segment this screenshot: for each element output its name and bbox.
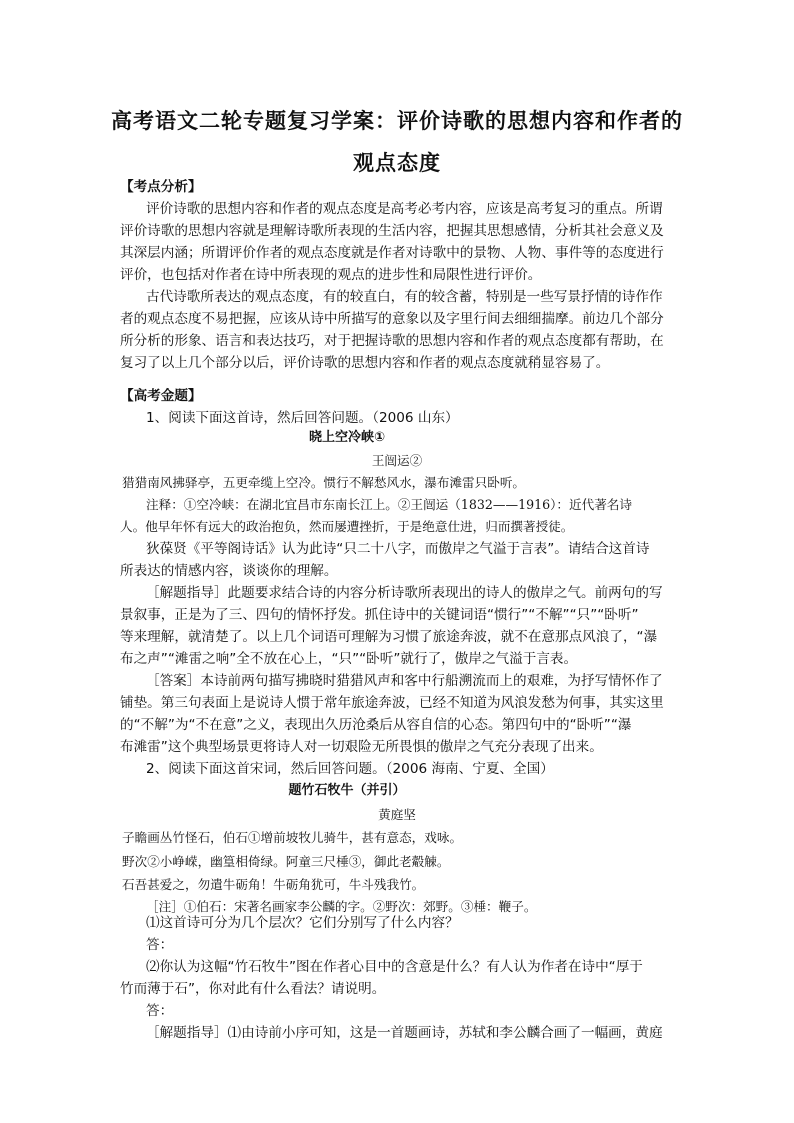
- document-title-line-1: 高考语文二轮专题复习学案：评价诗歌的思想内容和作者的: [111, 108, 683, 133]
- paragraph-line: 复习了以上几个部分以后，评价诗歌的思想内容和作者的观点态度就稍显容易了。: [120, 355, 610, 371]
- poem-note: 人。他早年怀有远大的政治抱负，然而屡遭挫折，于是绝意仕进，归而撰著授徒。: [120, 519, 574, 534]
- document-title-line-2: 观点态度: [353, 150, 441, 175]
- poem-text: 野次②小峥嵘，幽篁相倚绿。阿童三尺棰③，御此老觳觫。: [122, 854, 450, 869]
- paragraph-line: 所表达的情感内容，谈谈你的理解。: [120, 563, 338, 579]
- paragraph-line: 布之声”“滩雷之响”全不放在心上，“只”“卧听”就行了，傲岸之气溢于言表。: [120, 651, 578, 667]
- poem-text: 石吾甚爱之，勿遣牛砺角！牛砺角犹可，牛斗残我竹。: [122, 877, 425, 892]
- answer-label: 答：: [146, 937, 174, 953]
- paragraph-line: 评价诗歌的思想内容就是理解诗歌所表现的生活内容，把握其思想感情，分析其社会意义及: [120, 223, 664, 239]
- paragraph-line: ［答案］本诗前两句描写拂晓时猎猎风声和客中行船溯流而上的艰难，为抒写情怀作了: [146, 673, 663, 689]
- paragraph-line: 布滩雷”这个典型场景更将诗人对一切艰险无所畏惧的傲岸之气充分表现了出来。: [120, 739, 603, 755]
- section-heading-exam: 【高考金题】: [120, 388, 202, 404]
- sub-question: ⑵你认为这幅“竹石牧牛”图在作者心目中的含意是什么？有人认为作者在诗中“厚于: [146, 959, 643, 975]
- paragraph-line: 狄葆贤《平等阁诗话》认为此诗“只二十八字，而傲岸之气溢于言表”。请结合这首诗: [146, 541, 650, 557]
- paragraph-line: 的“不解”为“不在意”之义，表现出久历沧桑后从容自信的心态。第四句中的“卧听”“瀑: [120, 717, 632, 733]
- poem-title: 晓上空冷峡①: [308, 430, 385, 445]
- poem-author: 王闿运②: [371, 453, 423, 468]
- paragraph-line: 铺垫。第三句表面上是说诗人惯于常年旅途奔波，已经不知道为风浪发愁为何事，其实这里: [120, 695, 664, 711]
- paragraph-line: 所分析的形象、语言和表达技巧，对于把握诗歌的思想内容和作者的观点态度都有帮助，在: [120, 333, 664, 349]
- poem-note: 注释：①空冷峡：在湖北宜昌市东南长江上。②王闿运（1832——1916）：近代著名诗: [146, 497, 632, 512]
- sub-question: 竹而薄于石”，你对此有什么看法？请说明。: [120, 981, 386, 997]
- question-heading: 1、阅读下面这首诗，然后回答问题。（2006 山东）: [146, 410, 459, 426]
- poem-title: 题竹石牧牛（并引）: [288, 783, 406, 798]
- paragraph-line: 景叙事，正是为了三、四句的情怀抒发。抓住诗中的关键词语“惯行”“不解”“只”“卧听”: [120, 607, 639, 623]
- paragraph-line: 古代诗歌所表达的观点态度，有的较直白，有的较含蓄，特别是一些写景抒情的诗作作: [146, 289, 663, 305]
- poem-note: ［注］①伯石：宋著名画家李公麟的字。②野次：郊野。③棰：鞭子。: [146, 899, 537, 914]
- paragraph-line: ［解题指导］⑴由诗前小序可知，这是一首题画诗，苏轼和李公麟合画了一幅画，黄庭: [146, 1025, 663, 1041]
- paragraph-line: 者的观点态度不易把握，应该从诗中所描写的意象以及字里行间去细细揣摩。前边几个部分: [120, 311, 664, 327]
- paragraph-line: 评价诗歌的思想内容和作者的观点态度是高考必考内容，应该是高考复习的重点。所谓: [146, 201, 663, 217]
- question-heading: 2、阅读下面这首宋词，然后回答问题。（2006 海南、宁夏、全国）: [146, 761, 554, 777]
- sub-question: ⑴这首诗可分为几个层次？它们分别写了什么内容？: [146, 915, 459, 931]
- poem-text: 猎猎南风拂驿亭，五更牵缆上空冷。惯行不解愁风水，瀑布滩雷只卧听。: [122, 475, 525, 490]
- poem-author: 黄庭坚: [378, 807, 416, 822]
- poem-preface: 子瞻画丛竹怪石，伯石①增前坡牧儿骑牛，甚有意态，戏咏。: [122, 830, 463, 845]
- answer-label: 答：: [146, 1003, 174, 1019]
- section-heading-analysis: 【考点分析】: [120, 179, 202, 195]
- paragraph-line: 等来理解，就清楚了。以上几个词语可理解为习惯了旅途奔波，就不在意那点风浪了，“瀑: [120, 629, 658, 645]
- paragraph-line: ［解题指导］此题要求结合诗的内容分析诗歌所表现出的诗人的傲岸之气。前两句的写: [146, 585, 663, 601]
- paragraph-line: 评价，也包括对作者在诗中所表现的观点的进步性和局限性进行评价。: [120, 267, 542, 283]
- paragraph-line: 其深层内涵；所谓评价作者的观点态度就是作者对诗歌中的景物、人物、事件等的态度进行: [120, 245, 664, 261]
